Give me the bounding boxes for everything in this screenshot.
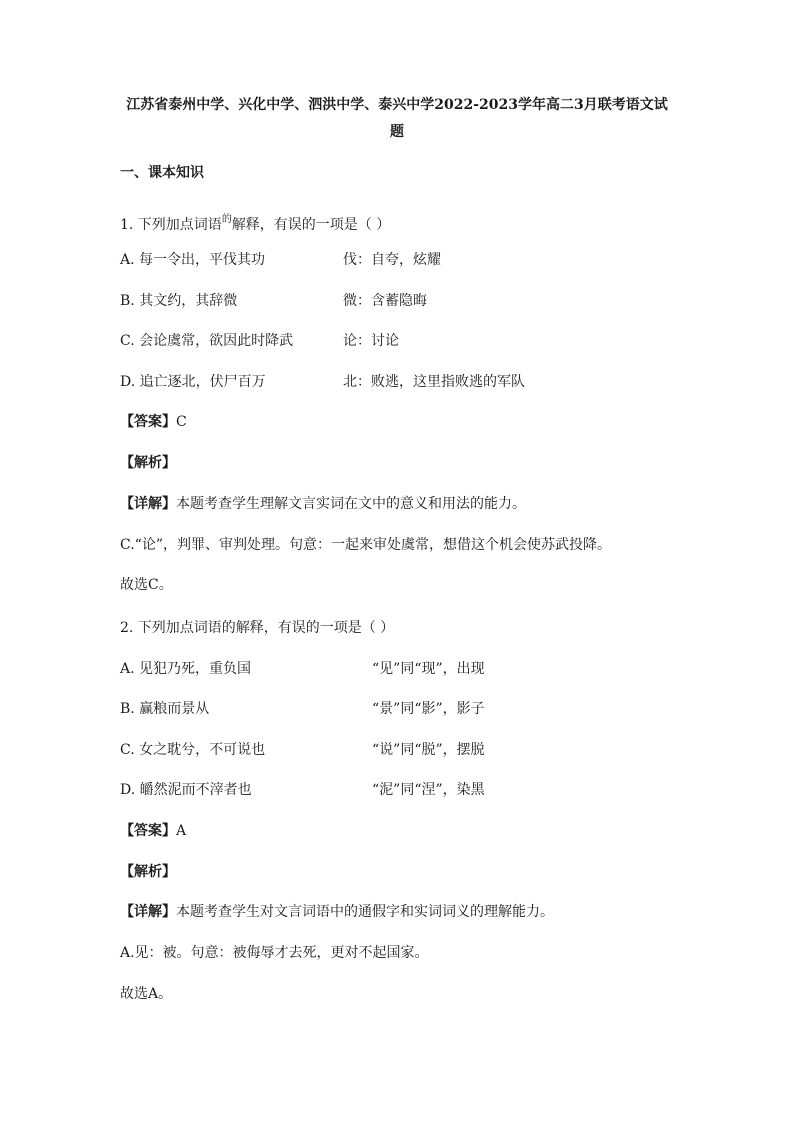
q2-option-c-gloss: “说”同“脱”，摆脱 (372, 742, 485, 758)
q1-option-d-gloss: 北：败逃，这里指败逃的军队 (343, 374, 525, 390)
q2-option-d-gloss: “泥”同“涅”，染黑 (372, 782, 485, 798)
q1-stem-sup: 的 (221, 214, 232, 225)
q2-option-c-text: C. 女之耽兮，不可说也 (120, 742, 266, 758)
q1-option-d-text: D. 追亡逐北，伏尸百万 (120, 374, 266, 390)
q1-option-a-gloss: 伐：自夸，炫耀 (343, 252, 441, 268)
q2-detail-text: 本题考查学生对文言词语中的通假字和实词词义的理解能力。 (176, 904, 554, 920)
title-line-2: 题 (390, 124, 404, 140)
q2-stem: 2. 下列加点词语的解释，有误的一项是（ ） (120, 620, 395, 636)
q1-answer (120, 412, 187, 432)
q1-stem-b: 解释，有误的一项是（ ） (231, 217, 391, 233)
q2-option-b-gloss: “景”同“影”，影子 (372, 701, 485, 717)
section-heading: 一、课本知识 (120, 165, 204, 181)
q1-explain: C.“论”，判罪、审判处理。句意：一起来审处虞常，想借这个机会使苏武投降。 (120, 537, 611, 553)
q1-option-b-gloss: 微：含蓄隐晦 (343, 293, 427, 309)
q1-detail-text: 本题考查学生理解文言实词在文中的意义和用法的能力。 (176, 496, 526, 512)
q2-option-b-text: B. 赢粮而景从 (120, 701, 210, 717)
q1-answer-tag: 【答案】 (120, 414, 176, 430)
q1-option-c-gloss: 论：讨论 (343, 333, 399, 349)
q2-detail (120, 902, 554, 922)
q2-conclusion: 故选A。 (120, 986, 173, 1002)
q1-answer-value: C (176, 414, 187, 430)
q1-stem-a: 1. 下列加点词语 (120, 217, 222, 233)
q1-analysis-tag: 【解析】 (120, 455, 176, 471)
q2-answer-value: A (176, 823, 187, 839)
q1-option-b-text: B. 其文约，其辞微 (120, 293, 238, 309)
title-line-1: 江苏省泰州中学、兴化中学、泗洪中学、泰兴中学2022-2023学年高二3月联考语文试 (126, 97, 668, 113)
q2-option-a-text: A. 见犯乃死，重负国 (120, 661, 252, 677)
q2-explain: A.见：被。句意：被侮辱才去死，更对不起国家。 (120, 945, 429, 961)
q1-detail-tag: 【详解】 (120, 496, 176, 512)
document-title (110, 92, 684, 146)
q1-option-c-text: C. 会论虞常，欲因此时降武 (120, 333, 294, 349)
q1-stem (120, 210, 390, 235)
q2-option-d-text: D. 皭然泥而不滓者也 (120, 782, 252, 798)
q2-answer-tag: 【答案】 (120, 823, 176, 839)
q2-analysis-tag: 【解析】 (120, 864, 176, 880)
q2-detail-tag: 【详解】 (120, 904, 176, 920)
q1-detail (120, 494, 526, 514)
q2-option-a-gloss: “见”同“现”，出现 (372, 661, 485, 677)
q1-conclusion: 故选C。 (120, 577, 173, 593)
q1-option-a-text: A. 每一令出，平伐其功 (120, 252, 266, 268)
q2-answer (120, 821, 186, 841)
